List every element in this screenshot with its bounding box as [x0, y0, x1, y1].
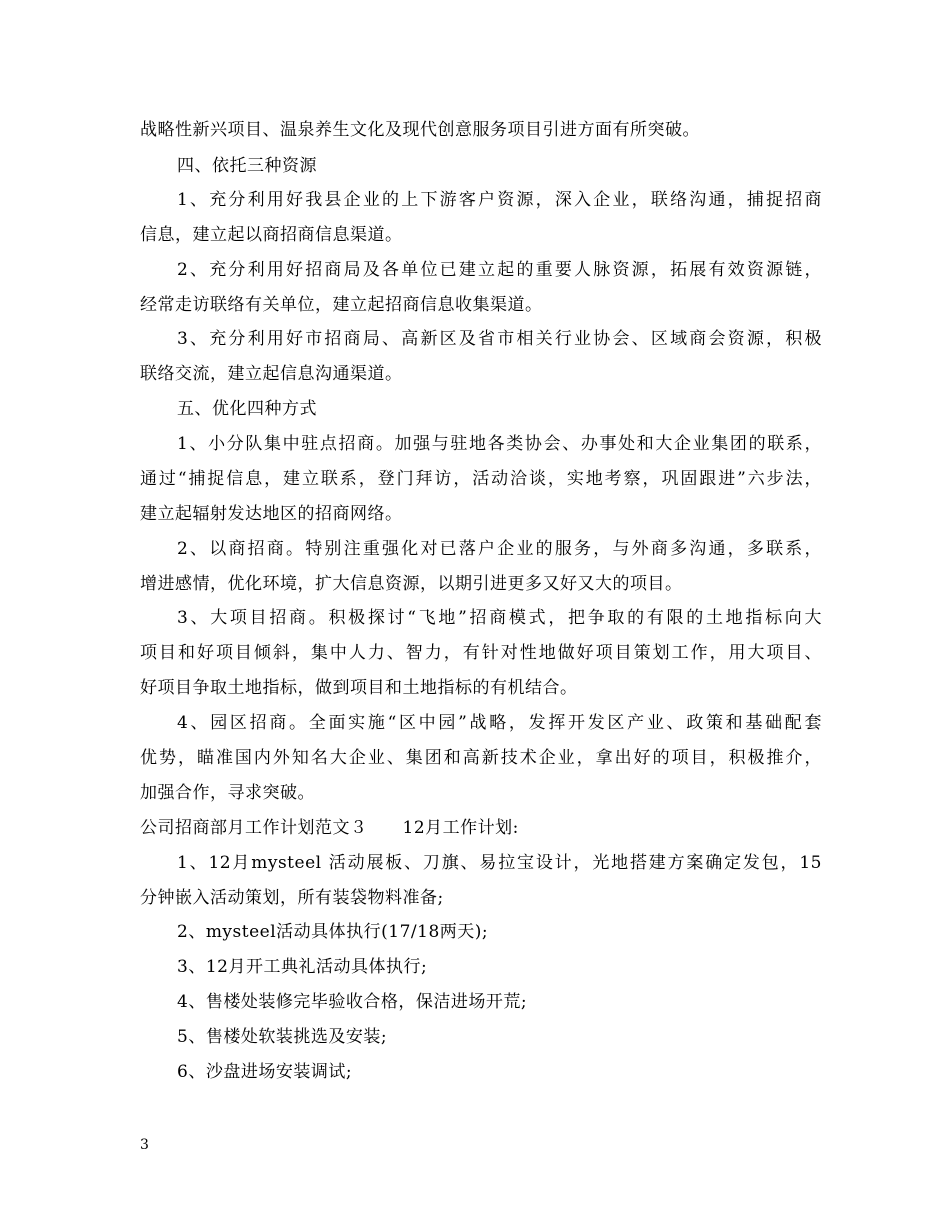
text-line: 加强合作，寻求突破。	[140, 783, 315, 803]
text-line: 6、沙盘进场安装调试;	[177, 1062, 353, 1082]
text-line: 2、充分利用好招商局及各单位已建立起的重要人脉资源，拓展有效资源链，	[177, 260, 822, 280]
text-line: 3、充分利用好市招商局、高新区及省市相关行业协会、区域商会资源，积极	[177, 329, 822, 349]
text-line: 联络交流，建立起信息沟通渠道。	[140, 364, 403, 384]
text-line: 4、园区招商。全面实施“区中园”战略，发挥开发区产业、政策和基础配套	[177, 713, 822, 733]
text-line: 增进感情，优化环境，扩大信息资源，以期引进更多又好又大的项目。	[140, 574, 683, 594]
text-line: 好项目争取土地指标，做到项目和土地指标的有机结合。	[140, 678, 578, 698]
page-number: 3	[140, 1137, 149, 1153]
text-line: 1、充分利用好我县企业的上下游客户资源，深入企业，联络沟通，捕捉招商	[177, 190, 822, 210]
text-line: 通过“捕捉信息，建立联系，登门拜访，活动洽谈，实地考察，巩固跟进”六步法，	[140, 469, 822, 489]
text-line: 项目和好项目倾斜，集中人力、智力，有针对性地做好项目策划工作，用大项目、	[140, 643, 822, 663]
text-line: 优势，瞄准国内外知名大企业、集团和高新技术企业，拿出好的项目，积极推介，	[140, 748, 822, 768]
text-line: 3、12月开工典礼活动具体执行;	[177, 957, 428, 977]
section-heading: 四、依托三种资源	[177, 156, 317, 176]
article-title-line: 公司招商部月工作计划范文３ 12月工作计划:	[140, 818, 519, 838]
text-line: 建立起辐射发达地区的招商网络。	[140, 504, 403, 524]
text-line: 2、以商招商。特别注重强化对已落户企业的服务，与外商多沟通，多联系，	[177, 539, 822, 559]
text-line: 战略性新兴项目、温泉养生文化及现代创意服务项目引进方面有所突破。	[140, 120, 700, 140]
section-heading: 五、优化四种方式	[177, 399, 317, 419]
text-line: 经常走访联络有关单位，建立起招商信息收集渠道。	[140, 295, 543, 315]
text-line: 信息，建立起以商招商信息渠道。	[140, 225, 403, 245]
text-line: 分钟嵌入活动策划，所有装袋物料准备;	[140, 888, 444, 908]
text-line: 1、12月mysteel 活动展板、刀旗、易拉宝设计，光地搭建方案确定发包，15	[177, 853, 822, 873]
text-line: 3、大项目招商。积极探讨“飞地”招商模式，把争取的有限的土地指标向大	[177, 608, 822, 628]
text-line: 4、售楼处装修完毕验收合格，保洁进场开荒;	[177, 992, 528, 1012]
text-line: 5、售楼处软装挑选及安装;	[177, 1027, 388, 1047]
text-line: 1、小分队集中驻点招商。加强与驻地各类协会、办事处和大企业集团的联系，	[177, 434, 822, 454]
text-line: 2、mysteel活动具体执行(17/18两天);	[177, 922, 489, 942]
